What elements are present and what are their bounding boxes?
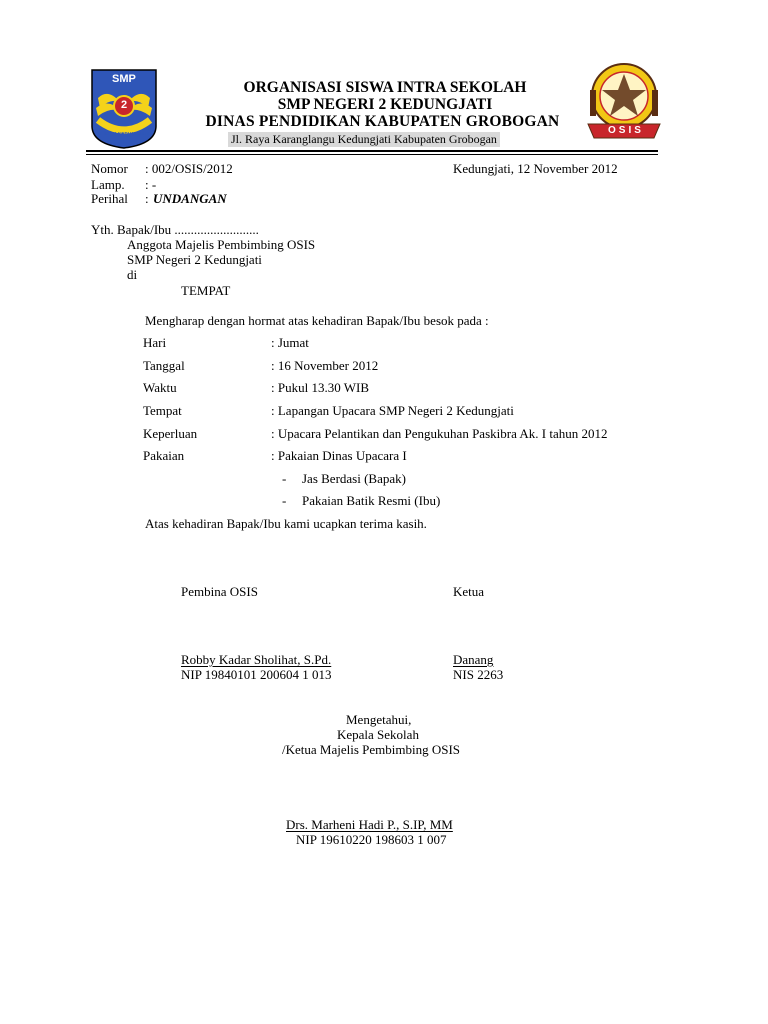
dress-item: Pakaian Batik Resmi (Ibu) [302,493,441,508]
lamp-label: Lamp. [91,177,125,192]
dress-bullet: - [282,493,287,508]
recipient-line-4: di [127,267,138,282]
osis-logo-banner-text: OSIS [608,125,644,136]
right-signer-name: Danang [453,652,494,667]
header-divider-thick [86,150,658,152]
recipient-line-3: SMP Negeri 2 Kedungjati [127,252,262,267]
place-date: Kedungjati, 12 November 2012 [453,161,618,176]
detail-value-tempat: : Lapangan Upacara SMP Negeri 2 Kedungjati [271,403,514,418]
detail-label-pakaian: Pakaian [143,448,185,463]
org-name: ORGANISASI SISWA INTRA SEKOLAH [243,79,527,96]
smp-logo [90,68,158,150]
lamp-value: : - [145,177,157,192]
recipient-line-5: TEMPAT [181,283,231,298]
detail-label-tempat: Tempat [143,403,182,418]
detail-label-tanggal: Tanggal [143,358,185,373]
agency-name: DINAS PENDIDIKAN KABUPATEN GROBOGAN [205,113,560,130]
left-signer-name: Robby Kadar Sholihat, S.Pd. [181,652,332,667]
dress-item: Jas Berdasi (Bapak) [302,471,406,486]
left-signer-id: NIP 19840101 200604 1 013 [181,667,332,682]
detail-value-pakaian: : Pakaian Dinas Upacara I [271,448,407,463]
perihal-label: Perihal [91,191,128,206]
perihal-colon: : [145,191,149,206]
ack-line-3: /Ketua Majelis Pembimbing OSIS [282,742,461,757]
recipient-line-2: Anggota Majelis Pembimbing OSIS [127,237,316,252]
headmaster-name: Drs. Marheni Hadi P., S.IP, MM [286,817,453,832]
detail-value-keperluan: : Upacara Pelantikan dan Pengukuhan Paskibra Ak. I tahun 2012 [271,426,608,441]
detail-label-keperluan: Keperluan [143,426,198,441]
smp-logo-ring-text: NEGERI KEDUNGJATI [98,131,149,136]
detail-label-waktu: Waktu [143,380,177,395]
dress-bullet: - [282,471,287,486]
detail-value-hari: : Jumat [271,335,309,350]
headmaster-id: NIP 19610220 198603 1 007 [296,832,447,847]
header-divider-thin [86,154,658,155]
school-address: Jl. Raya Karanglangu Kedungjati Kabupaten Grobogan [228,132,500,147]
ack-line-2: Kepala Sekolah [337,727,419,742]
closing-text: Atas kehadiran Bapak/Ibu kami ucapkan terima kasih. [145,516,427,531]
perihal-value: UNDANGAN [153,191,227,206]
detail-label-hari: Hari [143,335,167,350]
smp-logo-number: 2 [121,99,128,111]
right-signer-title: Ketua [453,584,485,599]
ack-line-1: Mengetahui, [346,712,412,727]
right-signer-id: NIS 2263 [453,667,504,682]
smp-logo-top-text: SMP [112,73,136,85]
detail-value-tanggal: : 16 November 2012 [271,358,379,373]
school-name: SMP NEGERI 2 KEDUNGJATI [277,96,493,113]
nomor-value: : 002/OSIS/2012 [145,161,233,176]
left-signer-title: Pembina OSIS [181,584,258,599]
nomor-label: Nomor [91,161,128,176]
intro-text: Mengharap dengan hormat atas kehadiran Bapak/Ibu besok pada : [145,313,489,328]
recipient-line-1: Yth. Bapak/Ibu .......................... [91,222,259,237]
detail-value-waktu: : Pukul 13.30 WIB [271,380,369,395]
